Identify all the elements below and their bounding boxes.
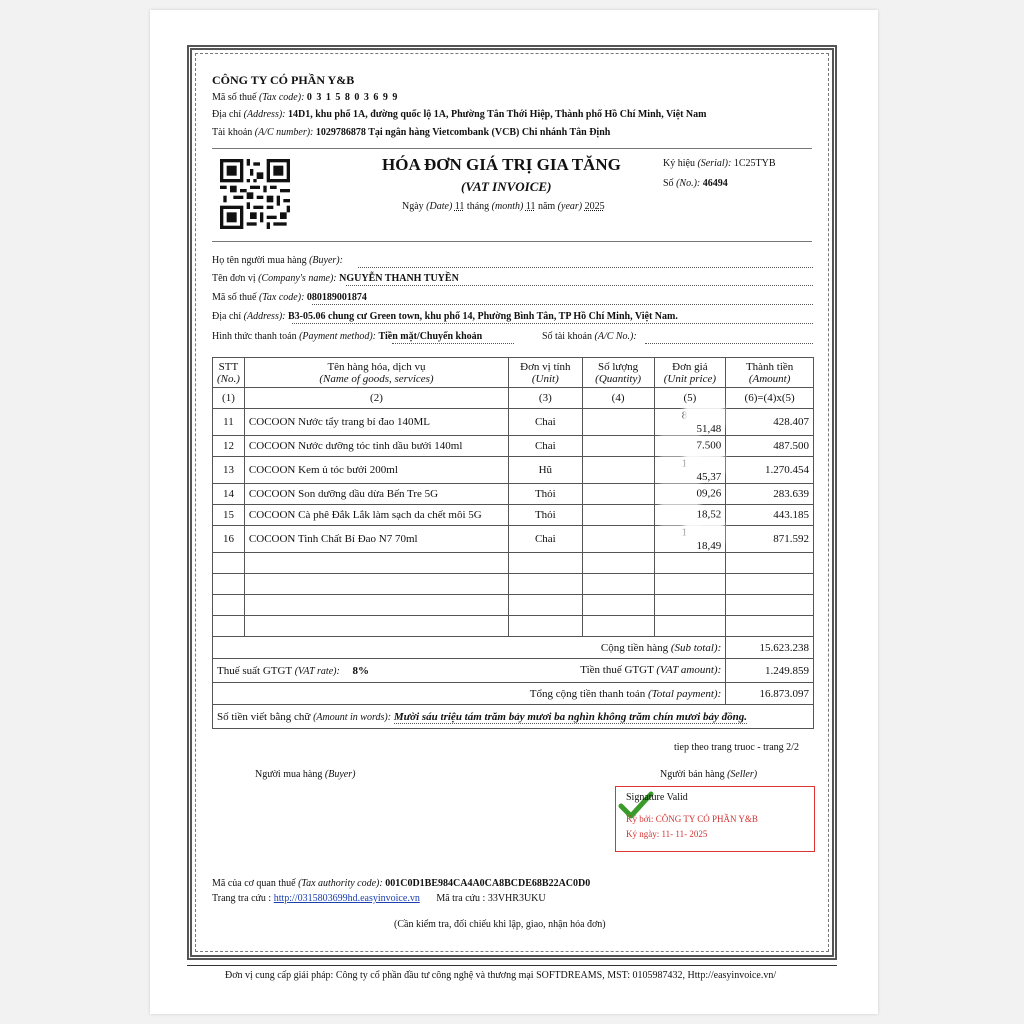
amount-in-words: Mười sáu triệu tám trăm bảy mươi ba nghìn không trăm chín mươi bảy đồng. <box>393 710 747 723</box>
divider <box>212 148 812 149</box>
date-year: 2025 <box>584 201 605 212</box>
seller-sign-label-en: (Seller) <box>727 769 758 780</box>
seller-account-line <box>212 127 610 138</box>
redaction-mark <box>663 508 697 522</box>
item-no: 15 <box>213 505 245 526</box>
verification-note: (Cần kiểm tra, đối chiếu khi lập, giao, nhận hóa đơn) <box>394 919 606 930</box>
serial-value: 1C25TYB <box>733 158 776 169</box>
date-month: 11 <box>525 201 536 212</box>
table-header-row <box>213 358 814 388</box>
items-table <box>212 357 814 729</box>
invoice-title: HÓA ĐƠN GIÁ TRỊ GIA TĂNG <box>382 155 621 174</box>
buyer-tax-line <box>212 292 367 303</box>
price-fragment: 8 <box>681 409 688 422</box>
vat-amount-value: 1.249.859 <box>726 659 814 683</box>
lookup-code: 33VHR3UKU <box>487 893 546 904</box>
header-en: (Unit price) <box>663 372 716 385</box>
qr-code-icon <box>220 159 290 229</box>
buyer-address-label: Địa chỉ <box>212 311 242 322</box>
buyer-account-line <box>542 331 637 342</box>
header-amount <box>726 358 814 388</box>
index-cell: (4) <box>582 388 654 409</box>
empty-row <box>213 553 814 574</box>
date-label-year-en: (year) <box>557 201 583 212</box>
vat-rate: 8% <box>352 664 370 677</box>
date-label-month-en: (month) <box>491 201 524 212</box>
price-fragment: 18,49 <box>696 540 722 552</box>
buyer-sign-label: Người mua hàng <box>255 769 323 780</box>
seller-address-line <box>212 109 706 120</box>
item-amount: 871.592 <box>726 526 814 553</box>
continuation-note: tiep theo trang truoc - trang 2/2 <box>674 742 799 753</box>
seller-account-label-en: (A/C number): <box>254 127 314 138</box>
item-no: 12 <box>213 436 245 457</box>
header-unit-price <box>654 358 726 388</box>
header-en: (No.) <box>217 372 240 385</box>
payment-label-en: (Payment method): <box>299 331 376 342</box>
payment-label: Hình thức thanh toán <box>212 331 297 342</box>
date-day: 11 <box>454 201 465 212</box>
item-unit-price <box>654 457 726 484</box>
header-no <box>213 358 245 388</box>
company-name: NGUYỄN THANH TUYỀN <box>339 273 459 284</box>
item-unit: Thỏi <box>509 505 583 526</box>
buyer-signature-label <box>255 769 355 780</box>
item-amount: 487.500 <box>726 436 814 457</box>
redaction-mark <box>687 526 721 540</box>
company-label-en: (Company's name): <box>258 273 337 284</box>
number-label-en: (No.): <box>676 178 701 189</box>
buyer-tax-label-en: (Tax code): <box>258 292 305 303</box>
total-label: Tổng cộng tiền thanh toán <box>529 687 646 700</box>
seller-address: 14D1, khu phố 1A, đường quốc lộ 1A, Phường Tân Thới Hiệp, Thành phố Hồ Chí Minh, Việt Nam <box>288 109 707 120</box>
item-amount: 428.407 <box>726 409 814 436</box>
index-cell: (5) <box>654 388 726 409</box>
table-row <box>213 484 814 505</box>
serial-label-en: (Serial): <box>697 158 732 169</box>
authority-code: 001C0D1BE984CA4A0CA8BCDE68B22AC0D0 <box>385 878 591 889</box>
item-quantity <box>582 526 654 553</box>
item-quantity <box>582 436 654 457</box>
seller-address-label-en: (Address): <box>243 109 286 120</box>
invoice-date-line <box>402 201 605 212</box>
table-row <box>213 457 814 484</box>
header-en: (Quantity) <box>595 372 641 385</box>
fill-line <box>292 323 813 324</box>
item-unit-price <box>654 505 726 526</box>
vat-amount-label-en: (VAT amount): <box>656 664 722 676</box>
item-quantity <box>582 457 654 484</box>
total-value: 16.873.097 <box>726 683 814 705</box>
item-no: 16 <box>213 526 245 553</box>
company-line <box>212 273 459 284</box>
authority-label: Mã của cơ quan thuế <box>212 878 296 889</box>
item-amount: 443.185 <box>726 505 814 526</box>
buyer-sign-label-en: (Buyer) <box>324 769 356 780</box>
item-no: 11 <box>213 409 245 436</box>
buyer-account-label: Số tài khoản <box>542 331 592 342</box>
fill-line <box>392 343 514 344</box>
subtotal-label-cell <box>213 637 726 659</box>
buyer-address-line <box>212 311 678 322</box>
price-fragment: 51,48 <box>696 423 722 435</box>
buyer-address: B3-05.06 chung cư Green town, khu phố 14, Phường Bình Tân, TP Hồ Chí Minh, Việt Nam. <box>288 311 678 322</box>
divider <box>187 965 837 966</box>
table-row <box>213 436 814 457</box>
item-quantity <box>582 505 654 526</box>
price-fragment: 18,52 <box>696 508 722 521</box>
total-row <box>213 683 814 705</box>
buyer-name-line <box>212 255 343 266</box>
authority-label-en: (Tax authority code): <box>298 878 383 889</box>
item-unit-price <box>654 484 726 505</box>
item-name: COCOON Tinh Chất Bí Đao N7 70ml <box>244 526 508 553</box>
signed-date: Ký ngày: 11- 11- 2025 <box>626 829 708 839</box>
subtotal-label-en: (Sub total): <box>670 641 722 654</box>
seller-account: 1029786878 Tại ngân hàng Vietcombank (VCB) Chi nhánh Tân Định <box>315 127 611 138</box>
vat-amount-label: Tiền thuế GTGT <box>580 664 654 676</box>
header-vi: Đơn vị tính <box>520 360 571 373</box>
price-fragment: 7.500 <box>696 439 722 452</box>
index-cell: (1) <box>213 388 245 409</box>
empty-row <box>213 595 814 616</box>
price-fragment: 1 <box>681 526 688 539</box>
table-row <box>213 526 814 553</box>
item-name: COCOON Kem ủ tóc bưởi 200ml <box>244 457 508 484</box>
company-label: Tên đơn vị <box>212 273 256 284</box>
seller-address-label: Địa chỉ <box>212 109 242 120</box>
item-name: COCOON Nước dưỡng tóc tinh dầu bưởi 140ml <box>244 436 508 457</box>
header-vi: Số lượng <box>597 360 639 373</box>
fill-line <box>346 285 813 286</box>
fill-line <box>358 267 813 268</box>
table-row <box>213 409 814 436</box>
item-no: 14 <box>213 484 245 505</box>
header-en: (Name of goods, services) <box>319 372 434 385</box>
date-label-month: tháng <box>466 201 490 212</box>
number-label: Số <box>663 178 674 189</box>
item-unit-price <box>654 436 726 457</box>
header-vi: Tên hàng hóa, dịch vụ <box>327 360 426 373</box>
header-goods <box>244 358 508 388</box>
authority-line <box>212 878 590 889</box>
item-unit: Hũ <box>509 457 583 484</box>
invoice-number: 46494 <box>702 178 728 189</box>
fill-line <box>645 343 813 344</box>
seller-tax-code: 0 3 1 5 8 0 3 6 9 9 <box>306 92 399 103</box>
serial-label: Ký hiệu <box>663 158 695 169</box>
total-label-cell <box>213 683 726 705</box>
seller-name: CÔNG TY CÓ PHẦN Y&B <box>212 73 355 87</box>
seller-tax-label: Mã số thuế <box>212 92 257 103</box>
lookup-link[interactable]: http://0315803699hd.easyinvoice.vn <box>273 893 420 904</box>
subtotal-row <box>213 637 814 659</box>
redaction-mark <box>687 409 721 423</box>
words-label-en: (Amount in words): <box>313 711 392 723</box>
buyer-label: Họ tên người mua hàng <box>212 255 307 266</box>
item-no: 13 <box>213 457 245 484</box>
seller-signature-label <box>660 769 757 780</box>
seller-tax-label-en: (Tax code): <box>258 92 305 103</box>
item-name: COCOON Son dưỡng dầu dừa Bến Tre 5G <box>244 484 508 505</box>
item-unit: Chai <box>509 526 583 553</box>
header-vi: Thành tiền <box>745 360 794 373</box>
item-quantity <box>582 484 654 505</box>
item-quantity <box>582 409 654 436</box>
buyer-label-en: (Buyer): <box>309 255 343 266</box>
serial-line <box>663 158 776 169</box>
subtotal-label: Cộng tiền hàng <box>600 641 669 654</box>
price-fragment: 1 <box>681 457 688 470</box>
words-cell <box>213 705 814 729</box>
vat-label-cell <box>213 659 726 683</box>
payment-method: Tiền mặt/Chuyển khoản <box>378 331 483 342</box>
table-index-row <box>213 388 814 409</box>
item-unit-price <box>654 409 726 436</box>
fill-line <box>312 304 813 305</box>
invoice-subtitle: (VAT INVOICE) <box>461 179 552 194</box>
empty-row <box>213 616 814 637</box>
index-cell: (6)=(4)x(5) <box>726 388 814 409</box>
buyer-tax-label: Mã số thuế <box>212 292 257 303</box>
redaction-mark <box>663 439 697 453</box>
price-fragment: 09,26 <box>696 487 722 500</box>
digital-signature-box <box>615 786 815 852</box>
vat-rate-label-en: (VAT rate): <box>294 665 340 677</box>
header-vi: Đơn giá <box>672 360 708 373</box>
date-label-day: Ngày <box>402 201 424 212</box>
provider-note: Đơn vị cung cấp giải pháp: Công ty cổ phần đầu tư công nghệ và thương mại SOFTDREAMS, MST: 0105987432, Http://easyinvoice.vn/ <box>225 970 777 981</box>
item-unit-price <box>654 526 726 553</box>
lookup-code-label: Mã tra cứu : <box>436 893 486 904</box>
header-en: (Unit) <box>531 372 559 385</box>
subtotal-value: 15.623.238 <box>726 637 814 659</box>
price-fragment: 45,37 <box>696 471 722 483</box>
item-amount: 1.270.454 <box>726 457 814 484</box>
date-label-year: năm <box>537 201 556 212</box>
item-amount: 283.639 <box>726 484 814 505</box>
item-name: COCOON Nước tẩy trang bí đao 140ML <box>244 409 508 436</box>
date-label-day-en: (Date) <box>426 201 453 212</box>
header-unit <box>509 358 583 388</box>
signature-valid-text: Signature Valid <box>626 792 688 803</box>
item-unit: Chai <box>509 436 583 457</box>
seller-tax-line <box>212 92 398 103</box>
buyer-address-label-en: (Address): <box>243 311 286 322</box>
lookup-label: Trang tra cứu : <box>212 893 272 904</box>
redaction-mark <box>687 457 721 471</box>
vat-rate-label: Thuế suất GTGT <box>217 664 292 677</box>
header-en: (Amount) <box>748 372 791 385</box>
item-unit: Chai <box>509 409 583 436</box>
buyer-tax-code: 080189001874 <box>306 292 367 303</box>
words-row <box>213 705 814 729</box>
table-row <box>213 505 814 526</box>
total-label-en: (Total payment): <box>648 687 722 700</box>
seller-sign-label: Người bán hàng <box>660 769 725 780</box>
empty-row <box>213 574 814 595</box>
buyer-account-label-en: (A/C No.): <box>594 331 637 342</box>
signed-by: Ký bởi: CÔNG TY CÓ PHẦN Y&B <box>626 814 758 824</box>
vat-row <box>213 659 814 683</box>
payment-line <box>212 331 482 342</box>
lookup-line <box>212 893 546 904</box>
redaction-mark <box>663 487 697 501</box>
index-cell: (2) <box>244 388 508 409</box>
index-cell: (3) <box>509 388 583 409</box>
words-label: Số tiền viết bằng chữ <box>217 710 311 723</box>
number-line <box>663 178 728 189</box>
header-vi: STT <box>218 360 239 373</box>
divider <box>212 241 812 242</box>
seller-account-label: Tài khoản <box>212 127 253 138</box>
header-quantity <box>582 358 654 388</box>
item-unit: Thỏi <box>509 484 583 505</box>
item-name: COCOON Cà phê Đắk Lắk làm sạch da chết môi 5G <box>244 505 508 526</box>
